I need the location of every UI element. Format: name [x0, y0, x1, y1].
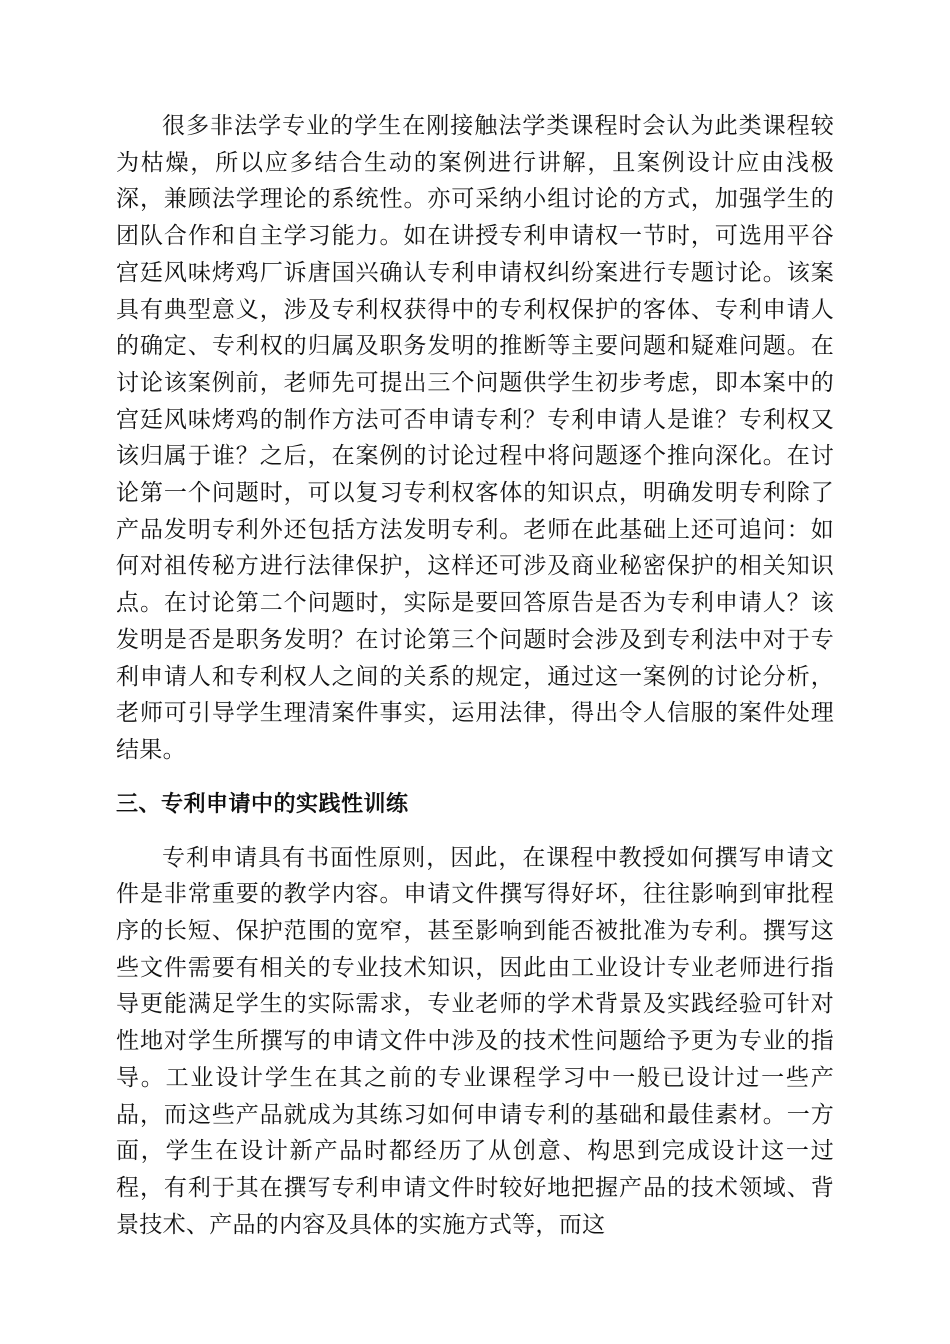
- body-paragraph: 很多非法学专业的学生在刚接触法学类课程时会认为此类课程较为枯燥，所以应多结合生动的案例进行讲解，且案例设计应由浅极深，兼顾法学理论的系统性。亦可采纳小组讨论的方式，加强学生的团队合作和自主学习能力。如在讲授专利申请权一节时，可选用平谷宫廷风味烤鸡厂诉唐国兴确认专利申请权纠纷案进行专题讨论。该案具有典型意义，涉及专利权获得中的专利权保护的客体、专利申请人的确定、专利权的归属及职务发明的推断等主要问题和疑难问题。在讨论该案例前，老师先可提出三个问题供学生初步考虑，即本案中的宫廷风味烤鸡的制作方法可否申请专利？专利申请人是谁？专利权又该归属于谁？之后，在案例的讨论过程中将问题逐个推向深化。在讨论第一个问题时，可以复习专利权客体的知识点，明确发明专利除了产品发明专利外还包括方法发明专利。老师在此基础上还可追问：如何对祖传秘方进行法律保护，这样还可涉及商业秘密保护的相关知识点。在讨论第二个问题时，实际是要回答原告是否为专利申请人？该发明是否是职务发明？在讨论第三个问题时会涉及到专利法中对于专利申请人和专利权人之间的关系的规定，通过这一案例的讨论分析，老师可引导学生理清案件事实，运用法律，得出令人信服的案件处理结果。: [116, 113, 834, 763]
- document-page: [116, 108, 834, 1243]
- section-heading: 三、专利申请中的实践性训练: [116, 791, 409, 817]
- body-paragraph: 专利申请具有书面性原则，因此，在课程中教授如何撰写申请文件是非常重要的教学内容。申请文件撰写得好坏，往往影响到审批程序的长短、保护范围的宽窄，甚至影响到能否被批准为专利。撰写这些文件需要有相关的专业技术知识，因此由工业设计专业老师进行指导更能满足学生的实际需求，专业老师的学术背景及实践经验可针对性地对学生所撰写的申请文件中涉及的技术性问题给予更为专业的指导。工业设计学生在其之前的专业课程学习中一般已设计过一些产品，而这些产品就成为其练习如何申请专利的基础和最佳素材。一方面，学生在设计新产品时都经历了从创意、构思到完成设计这一过程，有利于其在撰写专利申请文件时较好地把握产品的技术领域、背景技术、产品的内容及具体的实施方式等，而这: [116, 844, 834, 1238]
